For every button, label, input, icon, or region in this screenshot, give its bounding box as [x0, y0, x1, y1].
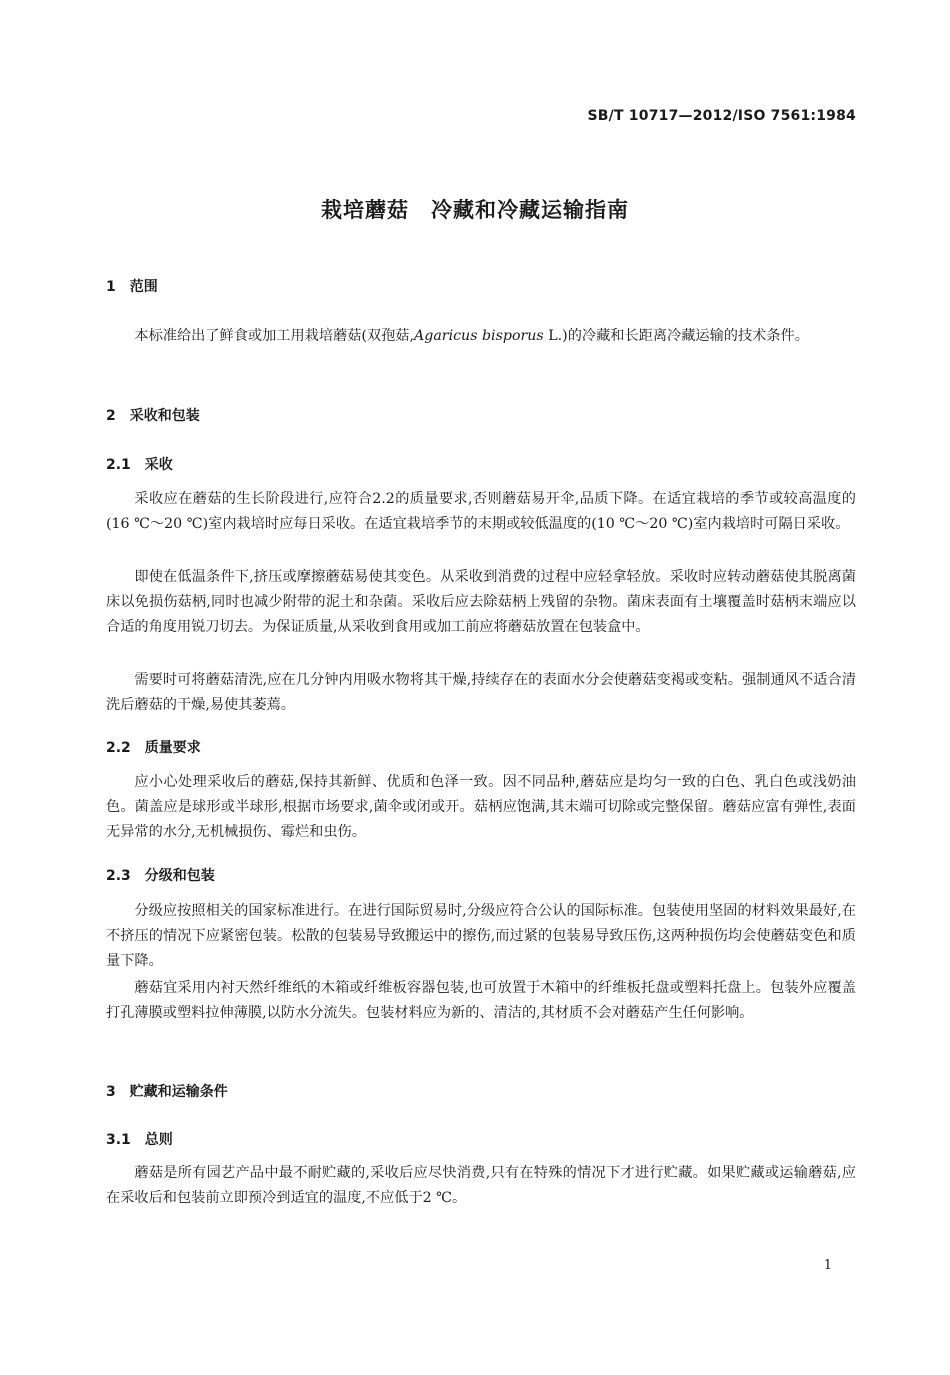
paragraph-grading-2: 蘑菇宜采用内衬天然纤维纸的木箱或纤维板容器包装,也可放置于木箱中的纤维板托盘或塑料托盘上。包装外应覆盖打孔薄膜或塑料拉伸薄膜,以防水分流失。包装材料应为新的、清洁的,其材质不会对蘑菇产生任何影响。	[106, 980, 856, 1021]
section-heading-scope: 1 范围	[106, 279, 158, 295]
section-heading-quality: 2.2 质量要求	[106, 740, 201, 756]
document-title: 栽培蘑菇 冷藏和冷藏运输指南	[321, 198, 629, 222]
section-heading-storage-transport: 3 贮藏和运输条件	[106, 1084, 228, 1100]
paragraph-general: 蘑菇是所有园艺产品中最不耐贮藏的,采收后应尽快消费,只有在特殊的情况下才进行贮藏。如果贮藏或运输蘑菇,应在采收后和包装前立即预冷到适宜的温度,不应低于2 ℃。	[106, 1165, 856, 1206]
section-heading-general: 3.1 总则	[106, 1132, 173, 1148]
latin-species-name: Agaricus bisporus	[414, 328, 544, 344]
paragraph-grading-1: 分级应按照相关的国家标准进行。在进行国际贸易时,分级应符合公认的国际标准。包装使用坚固的材料效果最好,在不挤压的情况下应紧密包装。松散的包装易导致搬运中的擦伤,而过紧的包装易导致压伤,这两种损伤均会使蘑菇变色和质量下降。	[106, 903, 856, 969]
standard-code: SB/T 10717—2012/ISO 7561:1984	[587, 108, 856, 124]
section-heading-grading: 2.3 分级和包装	[106, 868, 215, 884]
paragraph-scope: 本标准给出了鲜食或加工用栽培蘑菇(双孢菇,Agaricus bisporus L.)的冷藏和长距离冷藏运输的技术条件。	[134, 328, 809, 344]
page-number: 1	[823, 1258, 832, 1273]
section-heading-harvest: 2.1 采收	[106, 457, 173, 473]
paragraph-harvest-3: 需要时可将蘑菇清洗,应在几分钟内用吸水物将其干燥,持续存在的表面水分会使蘑菇变褐或变粘。强制通风不适合清洗后蘑菇的干燥,易使其萎蔫。	[106, 672, 856, 713]
section-heading-harvest-packaging: 2 采收和包装	[106, 408, 200, 424]
paragraph-quality: 应小心处理采收后的蘑菇,保持其新鲜、优质和色泽一致。因不同品种,蘑菇应是均匀一致的白色、乳白色或浅奶油色。菌盖应是球形或半球形,根据市场要求,菌伞或闭或开。菇柄应饱满,其末端可切除或完整保留。蘑菇应富有弹性,表面无异常的水分,无机械损伤、霉烂和虫伤。	[106, 774, 856, 840]
paragraph-harvest-1: 采收应在蘑菇的生长阶段进行,应符合2.2的质量要求,否则蘑菇易开伞,品质下降。在适宜栽培的季节或较高温度的(16 ℃～20 ℃)室内栽培时应每日采收。在适宜栽培季节的末期或较低温度的(10 ℃～20 ℃)室内栽培时可隔日采收。	[106, 491, 856, 532]
paragraph-harvest-2: 即使在低温条件下,挤压或摩擦蘑菇易使其变色。从采收到消费的过程中应轻拿轻放。采收时应转动蘑菇使其脱离菌床以免损伤菇柄,同时也减少附带的泥土和杂菌。采收后应去除菇柄上残留的杂物。菌床表面有土壤覆盖时菇柄末端应以合适的角度用锐刀切去。为保证质量,从采收到食用或加工前应将蘑菇放置在包装盒中。	[106, 569, 856, 635]
